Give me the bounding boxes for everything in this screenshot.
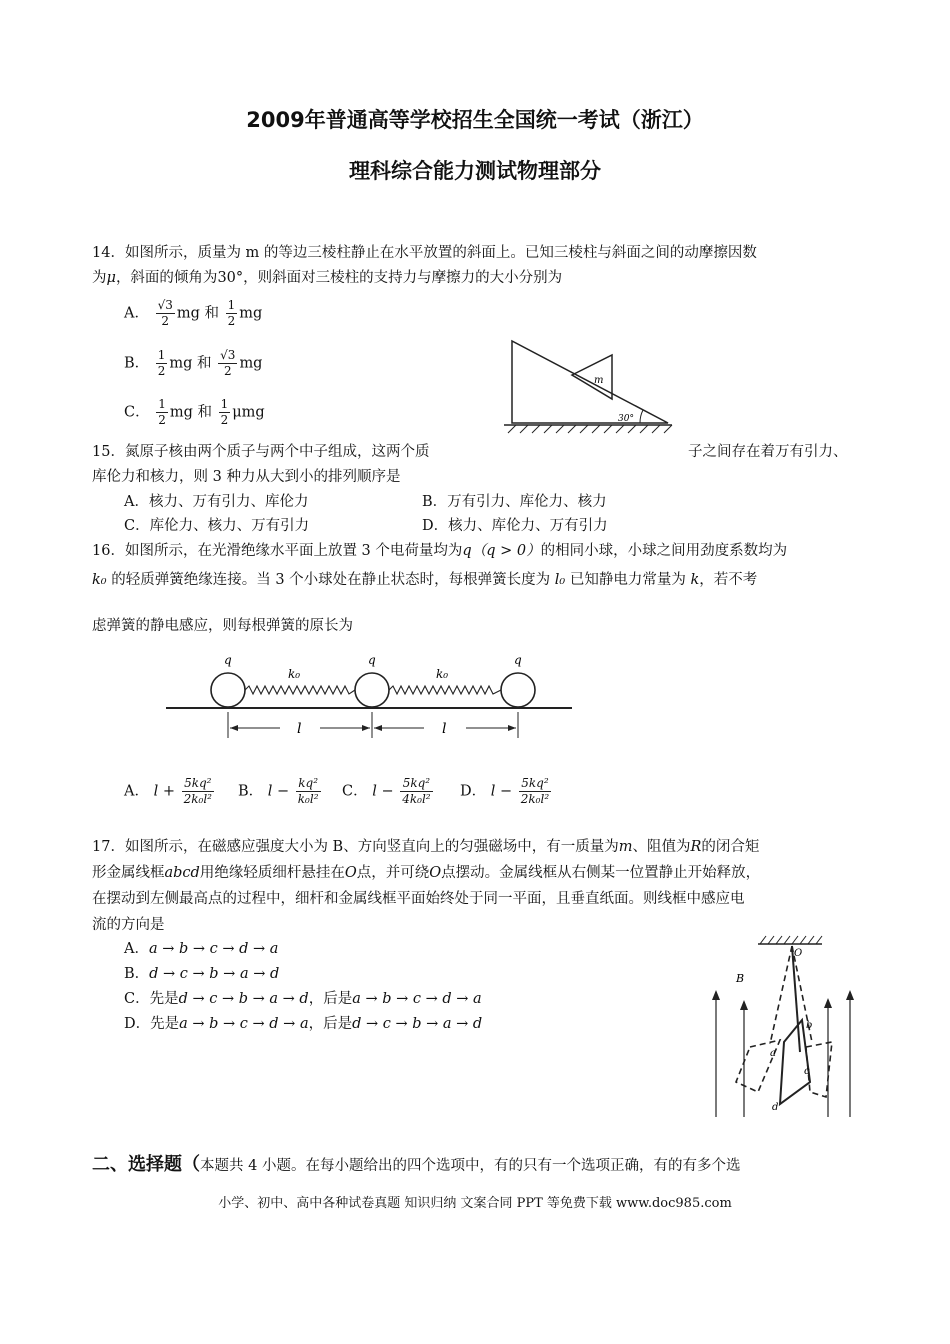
- q16-spring-figure: [160, 648, 580, 743]
- svg-text:a: a: [770, 1048, 776, 1059]
- q15-option-c: C．库伦力、核力、万有引力: [124, 518, 310, 534]
- section2-line: [92, 1150, 740, 1178]
- q14-option-a: A． $\frac{√3}{2}$ mg 和 $\frac{1}{2}$ mg: [124, 298, 263, 328]
- q14-option-c: C． $\frac{1}{2}$ mg 和 $\frac{1}{2}$ μmg: [124, 397, 265, 427]
- q16-option-c: C． l − $\frac{\text{5kq²}}{\text{4k₀l²}}$: [342, 776, 431, 806]
- ball-1: [211, 673, 245, 707]
- page-title: 2009年普通高等学校招生全国统一考试（浙江）: [246, 108, 704, 132]
- fig-angle-label: 30°: [618, 414, 634, 424]
- q17-option-b: B．d → c → b → a → d: [124, 966, 280, 982]
- frame-center: [780, 1020, 813, 1104]
- svg-text:b: b: [806, 1020, 813, 1031]
- q17-line4: 流的方向是: [92, 917, 165, 933]
- svg-text:k₀: k₀: [436, 667, 449, 681]
- svg-text:l: l: [297, 721, 302, 737]
- q14-line2: 为μ，斜面的倾角为30°，则斜面对三棱柱的支持力与摩擦力的大小分别为: [92, 270, 563, 286]
- q16-line2: k₀ 的轻质弹簧绝缘连接。当 3 个小球处在静止状态时，每根弹簧长度为 l₀ 已知静电力常量为 k，若不考: [92, 572, 758, 588]
- q14-incline-figure: [490, 335, 680, 440]
- ball-3: [501, 673, 535, 707]
- q17-frame-figure: [700, 932, 860, 1127]
- page-subtitle: 理科综合能力测试物理部分: [349, 159, 601, 183]
- q15-line1b: 子之间存在着万有引力、: [688, 444, 848, 460]
- prism-shape: [572, 355, 612, 399]
- spring-1: [245, 686, 355, 694]
- q16-line1: 16．如图所示，在光滑绝缘水平面上放置 3 个电荷量均为q（q > 0）的相同小球，小球之间用劲度系数均为: [92, 543, 788, 559]
- q17-option-d: D．先是a → b → c → d → a，后是d → c → b → a → d: [124, 1016, 483, 1032]
- q15-line2: 库伦力和核力，则 3 种力从大到小的排列顺序是: [92, 469, 401, 485]
- q14-option-b: B． $\frac{1}{2}$ mg 和 $\frac{√3}{2}$ mg: [124, 348, 263, 378]
- q17-line3: 在摆动到左侧最高点的过程中，细杆和金属线框平面始终处于同一平面，且垂直纸面。则线框中感应电: [92, 891, 745, 907]
- q15-line1a: 15．氮原子核由两个质子与两个中子组成，这两个质: [92, 444, 430, 460]
- q15-option-d: D．核力、库伦力、万有引力: [422, 518, 608, 534]
- q16-line3: 虑弹簧的静电感应，则每根弹簧的原长为: [92, 618, 353, 634]
- q17-option-c: C．先是d → c → b → a → d，后是a → b → c → d → a: [124, 991, 482, 1007]
- svg-text:k₀: k₀: [288, 667, 301, 681]
- svg-text:q: q: [368, 653, 376, 667]
- spring-2: [389, 686, 501, 694]
- svg-text:l: l: [442, 721, 447, 737]
- svg-text:O: O: [794, 948, 803, 959]
- section2-heading: 二、选择题（: [92, 1154, 200, 1175]
- svg-text:d: d: [772, 1102, 779, 1113]
- q16-option-d: D． l − $\frac{\text{5kq²}}{\text{2k₀l²}}$: [460, 776, 550, 806]
- q15-option-b: B．万有引力、库伦力、核力: [422, 494, 607, 510]
- ball-2: [355, 673, 389, 707]
- svg-text:q: q: [224, 653, 232, 667]
- fig-mass-label: m: [594, 375, 604, 386]
- section2-text: 本题共 4 小题。在每小题给出的四个选项中，有的只有一个选项正确，有的有多个选: [200, 1158, 741, 1174]
- q17-option-a: A．a → b → c → d → a: [124, 941, 279, 957]
- q17-line1: 17．如图所示，在磁感应强度大小为 B、方向竖直向上的匀强磁场中，有一质量为m、阻值为R的闭合矩: [92, 839, 760, 855]
- svg-text:c: c: [804, 1066, 810, 1077]
- q14-line1: 14．如图所示，质量为 m 的等边三棱柱静止在水平放置的斜面上。已知三棱柱与斜面之间的动摩擦因数: [92, 245, 757, 261]
- footer-text: 小学、初中、高中各种试卷真题 知识归纳 文案合同 PPT 等免费下载 www.doc985.com: [218, 1196, 732, 1211]
- svg-text:q: q: [514, 653, 522, 667]
- q16-option-b: B． l − $\frac{\text{kq²}}{\text{k₀l²}}$: [238, 776, 319, 806]
- q15-option-a: A．核力、万有引力、库伦力: [124, 494, 309, 510]
- svg-text:B: B: [736, 972, 745, 985]
- q17-line2: 形金属线框abcd用绝缘轻质细杆悬挂在O点，并可绕O点摆动。金属线框从右侧某一位置静止开始释放，: [92, 865, 761, 881]
- q16-option-a: A． l + $\frac{\text{5kq²}}{\text{2k₀l²}}$: [124, 776, 212, 806]
